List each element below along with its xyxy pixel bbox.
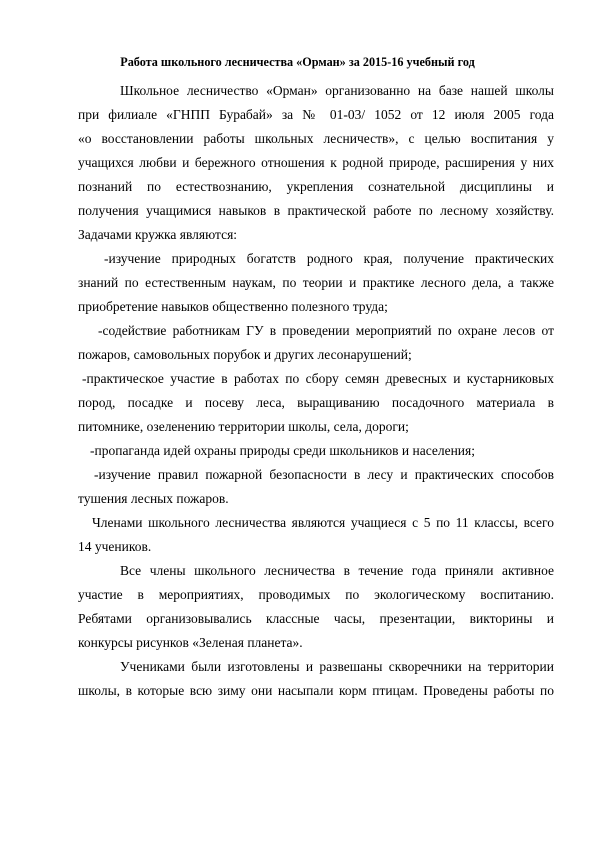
paragraph-line: «о восстановлении работы школьных лесничеств», с целью воспитания у xyxy=(78,131,554,146)
paragraph-line: Учениками были изготовлены и развешаны скворечники на территории xyxy=(120,659,554,674)
document-title: Работа школьного лесничества «Орман» за 2015-16 учебный год xyxy=(120,55,475,69)
list-item-line: -содействие работникам ГУ в проведении мероприятий по охране лесов от xyxy=(98,323,554,338)
list-item-line: приобретение навыков общественно полезного труда; xyxy=(78,299,388,314)
list-item-line: тушения лесных пожаров. xyxy=(78,491,229,506)
list-item-line: пожаров, самовольных порубок и других лесонарушений; xyxy=(78,347,412,362)
paragraph-line: Ребятами организовывались классные часы, презентации, викторины и xyxy=(78,611,554,626)
paragraph-line: школы, в которые всю зиму они насыпали корм птицам. Проведены работы по xyxy=(78,683,554,698)
list-item-line: -пропаганда идей охраны природы среди школьников и населения; xyxy=(90,443,475,458)
list-item-line: -изучение природных богатств родного края, получение практических xyxy=(104,251,554,266)
paragraph-line: учащихся любви и бережного отношения к родной природе, расширения у них xyxy=(78,155,554,170)
paragraph-line: Все члены школьного лесничества в течение года приняли активное xyxy=(120,563,554,578)
paragraph-line: Школьное лесничество «Орман» организованно на базе нашей школы xyxy=(120,83,554,98)
list-item-line: пород, посадке и посеву леса, выращиванию посадочного материала в xyxy=(78,395,554,410)
paragraph-line: Членами школьного лесничества являются учащиеся с 5 по 11 классы, всего xyxy=(92,515,554,530)
paragraph-line: познаний по естествознанию, укрепления сознательной дисциплины и xyxy=(78,179,554,194)
list-item-line: -изучение правил пожарной безопасности в лесу и практических способов xyxy=(94,467,554,482)
paragraph-line: конкурсы рисунков «Зеленая планета». xyxy=(78,635,303,650)
paragraph-line: участие в мероприятиях, проводимых по экологическому воспитанию. xyxy=(78,587,554,602)
list-item-line: -практическое участие в работах по сбору семян древесных и кустарниковых xyxy=(82,371,554,386)
list-item-line: знаний по естественным наукам, по теории и практике лесного дела, а также xyxy=(78,275,554,290)
list-item-line: питомнике, озеленению территории школы, села, дороги; xyxy=(78,419,409,434)
paragraph-line: Задачами кружка являются: xyxy=(78,227,238,242)
paragraph-line: при филиале «ГНПП Бурабай» за № 01-03/ 1052 от 12 июля 2005 года xyxy=(78,107,554,122)
paragraph-line: получения учащимися навыков в практической работе по лесному хозяйству. xyxy=(78,203,554,218)
paragraph-line: 14 учеников. xyxy=(78,539,152,554)
